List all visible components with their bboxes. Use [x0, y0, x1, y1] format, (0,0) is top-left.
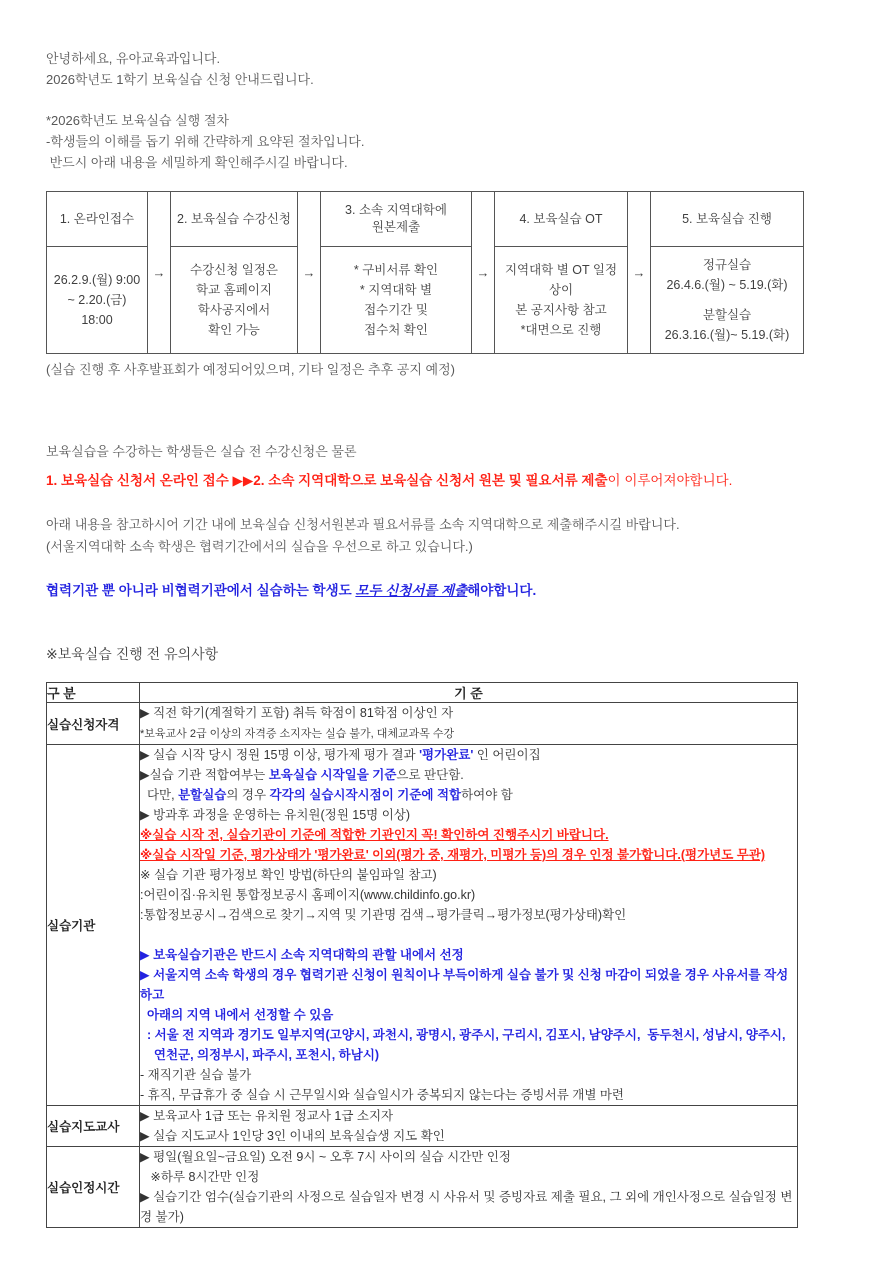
flow-step: [650, 191, 804, 354]
flow-step-title: [171, 192, 297, 247]
column-header-gijun: 기 준: [140, 683, 798, 703]
text-segment: ▶ 서울지역 소속 학생의 경우 협력기관 신청이 원칙이나 부득이하게 실습 불가 및 신청 마감이 되었을 경우 사유서를 작성하고: [140, 968, 789, 1002]
text-segment: 으로 판단함.: [396, 768, 464, 782]
text-segment: 하여야 함: [461, 788, 513, 802]
criteria-line: [140, 1167, 797, 1187]
table-row: [47, 1147, 798, 1228]
table-header-row: [47, 683, 798, 703]
criteria-line: [140, 1025, 797, 1045]
text-segment: :통합정보공시→검색으로 찾기→지역 및 기관명 검색→평가클릭→평가정보(평가상태)확인: [140, 908, 627, 922]
flow-step: [320, 191, 472, 354]
text-segment: 인 어린이집: [473, 748, 541, 762]
flow-step-line: ~ 2.20.(금): [67, 293, 127, 307]
text-segment: 분할실습: [178, 788, 227, 802]
flow-step-line: 학교 홈페이지: [196, 283, 272, 297]
row-label: 실습지도교사: [47, 1106, 140, 1147]
criteria-line: [140, 1187, 797, 1227]
flow-step-body: [495, 247, 627, 353]
flow-step-line: 접수처 확인: [364, 323, 428, 337]
flow-step-line: 정규실습: [702, 258, 752, 272]
text-segment: ※ 실습 기관 평가정보 확인 방법(하단의 붙임파일 참고): [140, 868, 437, 882]
criteria-table: [46, 682, 798, 1228]
text-segment: ※실습 시작일 기준, 평가상태가 '평가완료' 이외(평가 중, 재평가, 미평가 등)의 경우 인정 불가합니다.(평가년도 무관): [140, 848, 766, 862]
text-segment: ▶ 방과후 과정을 운영하는 유치원(정원 15명 이상): [140, 808, 411, 822]
notice-line-4: (서울지역대학 소속 학생은 협력기간에서의 실습을 우선으로 하고 있습니다.): [46, 539, 473, 554]
flow-step-line: 수강신청 일정은: [190, 263, 278, 277]
text-line: 반드시 아래 내용을 세밀하게 확인해주시길 바랍니다.: [46, 155, 348, 170]
flow-step-line: 접수기간 및: [364, 303, 428, 317]
criteria-line: [140, 825, 797, 845]
text-line: 안녕하세요, 유아교육과입니다.: [46, 51, 221, 66]
flow-step-line: 확인 가능: [208, 323, 260, 337]
row-label: 실습신청자격: [47, 703, 140, 745]
flow-step-title: [47, 192, 147, 247]
flow-step-title-line: 2. 보육실습 수강신청: [177, 211, 291, 226]
flow-step-line: 18:00: [81, 313, 113, 327]
flowchart-caption: (실습 진행 후 사후발표회가 예정되어있으며, 기타 일정은 추후 공지 예정): [46, 362, 455, 377]
flow-step-title-line: 1. 온라인접수: [59, 211, 135, 226]
procedure-flowchart: [46, 191, 852, 354]
flow-step-title-line: 3. 소속 지역대학에: [345, 203, 447, 217]
text-segment: 각각의 실습시작시점이 기준에 적합: [269, 788, 462, 802]
row-label: 실습인정시간: [47, 1147, 140, 1228]
flow-step-line: 학사공지에서: [197, 303, 271, 317]
criteria-line: [140, 805, 797, 825]
text-segment: 의 경우: [226, 788, 270, 802]
text-segment-blue-underline: 모두 신청서를 제출: [355, 583, 468, 598]
notice-red-line: [46, 470, 852, 492]
procedure-intro-block: [46, 110, 852, 173]
criteria-line: [140, 745, 797, 765]
row-content: [140, 1106, 798, 1147]
text-line: 2026학년도 1학기 보육실습 신청 안내드립니다.: [46, 72, 314, 87]
criteria-line: [140, 905, 797, 925]
criteria-line: [140, 765, 797, 785]
text-segment: 아래의 지역 내에서 선정할 수 있음: [140, 1008, 334, 1022]
flow-step-line: *대면으로 진행: [520, 323, 602, 337]
criteria-line: [140, 885, 797, 905]
flow-step-title-line: 5. 보육실습 진행: [682, 211, 772, 226]
flow-step-title: [651, 192, 803, 247]
flow-step-title: [321, 192, 471, 247]
text-segment: ※하루 8시간만 인정: [140, 1170, 260, 1184]
right-arrow-icon: →: [628, 191, 650, 354]
row-content: [140, 745, 798, 1106]
flow-step-line: 지역대학 별 OT 일정: [504, 263, 618, 277]
criteria-line: [140, 925, 797, 945]
criteria-line: [140, 1065, 797, 1085]
criteria-table-title: ※보육실습 진행 전 유의사항: [46, 646, 219, 662]
flow-step-line: 상이: [548, 283, 574, 297]
criteria-line: [140, 1106, 797, 1126]
text-segment-blue: 해야합니다.: [467, 583, 537, 598]
text-segment: 보육실습 시작일을 기준: [268, 768, 397, 782]
text-segment: : 서울 전 지역과 경기도 일부지역(고양시, 과천시, 광명시, 광주시, 구리시, 김포시, 남양주시, 동두천시, 성남시, 양주시,: [140, 1028, 786, 1042]
text-segment: ▶실습 기관 적합여부는: [140, 768, 269, 782]
text-segment: ▶ 보육교사 1급 또는 유치원 정교사 1급 소지자: [140, 1109, 394, 1123]
notice-section: [46, 441, 852, 602]
text-segment: ▶ 실습기간 엄수(실습기관의 사정으로 실습일자 변경 시 사유서 및 증빙자료 제출 필요, 그 외에 개인사정으로 실습일정 변경 불가): [140, 1190, 793, 1224]
text-segment: ▶ 실습 시작 당시 정원 15명 이상, 평가제 평가 결과: [140, 748, 420, 762]
criteria-line: [140, 1126, 797, 1146]
flow-step-line: * 지역대학 별: [359, 283, 433, 297]
text-segment: - 휴직, 무급휴가 중 실습 시 근무일시와 실습일시가 중복되지 않는다는 증빙서류 개별 마련: [140, 1088, 625, 1102]
text-segment-blue: 협력기관 뿐 아니라 비협력기관에서 실습하는 학생도: [46, 583, 356, 598]
right-arrow-icon: →: [148, 191, 170, 354]
row-content: [140, 1147, 798, 1228]
row-label: 실습기관: [47, 745, 140, 1106]
text-segment: - 재직기관 실습 불가: [140, 1068, 252, 1082]
text-segment: 다만,: [140, 788, 179, 802]
notice-line-3: 아래 내용을 참고하시어 기간 내에 보육실습 신청서원본과 필요서류를 소속 지역대학으로 제출해주시길 바랍니다.: [46, 517, 680, 532]
criteria-line: [140, 723, 797, 744]
right-arrow-icon: →: [298, 191, 320, 354]
spacer: [46, 90, 852, 110]
flow-step: [494, 191, 628, 354]
criteria-line: [140, 1085, 797, 1105]
criteria-line: [140, 865, 797, 885]
flow-step-body: [321, 247, 471, 353]
text-line: *2026학년도 보육실습 실행 절차: [46, 113, 229, 128]
flow-step-body: [171, 247, 297, 353]
right-arrow-icon: →: [472, 191, 494, 354]
criteria-line: [140, 965, 797, 1005]
text-segment: *보육교사 2급 이상의 자격증 소지자는 실습 불가, 대체교과목 수강: [140, 728, 455, 740]
text-segment: :어린이집·유치원 통합정보공시 홈페이지(www.childinfo.go.kr): [140, 888, 476, 902]
criteria-line: [140, 703, 797, 723]
flow-step-line: 26.4.6.(월) ~ 5.19.(화): [666, 278, 788, 292]
table-row: [47, 745, 798, 1106]
flow-step-title-line: 원본제출: [371, 220, 421, 234]
flow-step-line: * 구비서류 확인: [353, 263, 439, 277]
flow-step: [46, 191, 148, 354]
column-header-gubun: 구 분: [47, 683, 140, 703]
text-segment: '평가완료': [419, 748, 474, 762]
table-row: [47, 703, 798, 745]
intro-block: [46, 48, 852, 90]
flow-step-line: 26.2.9.(월) 9:00: [53, 273, 141, 287]
flow-step-body: [47, 247, 147, 353]
criteria-line: [140, 845, 797, 865]
text-segment-red-bold: 1. 보육실습 신청서 온라인 접수 ▶▶2. 소속 지역대학으로 보육실습 신청서 원본 및 필요서류 제출: [46, 473, 608, 488]
table-row: [47, 1106, 798, 1147]
flow-step-line: 분할실습: [702, 308, 752, 322]
text-segment: ▶ 실습 지도교사 1인당 3인 이내의 보육실습생 지도 확인: [140, 1129, 445, 1143]
notice-line-1: 보육실습을 수강하는 학생들은 실습 전 수강신청은 물론: [46, 444, 357, 459]
text-line: -학생들의 이해를 돕기 위해 간략하게 요약된 절차입니다.: [46, 134, 365, 149]
flow-step: [170, 191, 298, 354]
flow-step-line: 26.3.16.(월)~ 5.19.(화): [664, 328, 790, 342]
criteria-line: [140, 1147, 797, 1167]
text-segment: ▶ 직전 학기(계절학기 포함) 취득 학점이 81학점 이상인 자: [140, 706, 454, 720]
flow-step-title-line: 4. 보육실습 OT: [519, 211, 603, 226]
criteria-line: [140, 785, 797, 805]
flow-step-body: [651, 247, 803, 353]
flow-step-line: 본 공지사항 참고: [515, 303, 607, 317]
text-segment: ▶ 보육실습기관은 반드시 소속 지역대학의 관할 내에서 선정: [140, 948, 464, 962]
notice-blue-line: [46, 580, 852, 602]
text-segment: ▶ 평일(월요일~금요일) 오전 9시 ~ 오후 7시 사이의 실습 시간만 인정: [140, 1150, 511, 1164]
text-segment: ※실습 시작 전, 실습기관이 기준에 적합한 기관인지 꼭! 확인하여 진행주시기 바랍니다.: [140, 828, 609, 842]
criteria-line: [140, 1045, 797, 1065]
criteria-line: [140, 945, 797, 965]
text-segment: 연천군, 의정부시, 파주시, 포천시, 하남시): [140, 1048, 380, 1062]
criteria-line: [140, 1005, 797, 1025]
row-content: [140, 703, 798, 745]
flow-step-title: [495, 192, 627, 247]
text-segment-red: 이 이루어져야합니다.: [607, 473, 733, 488]
